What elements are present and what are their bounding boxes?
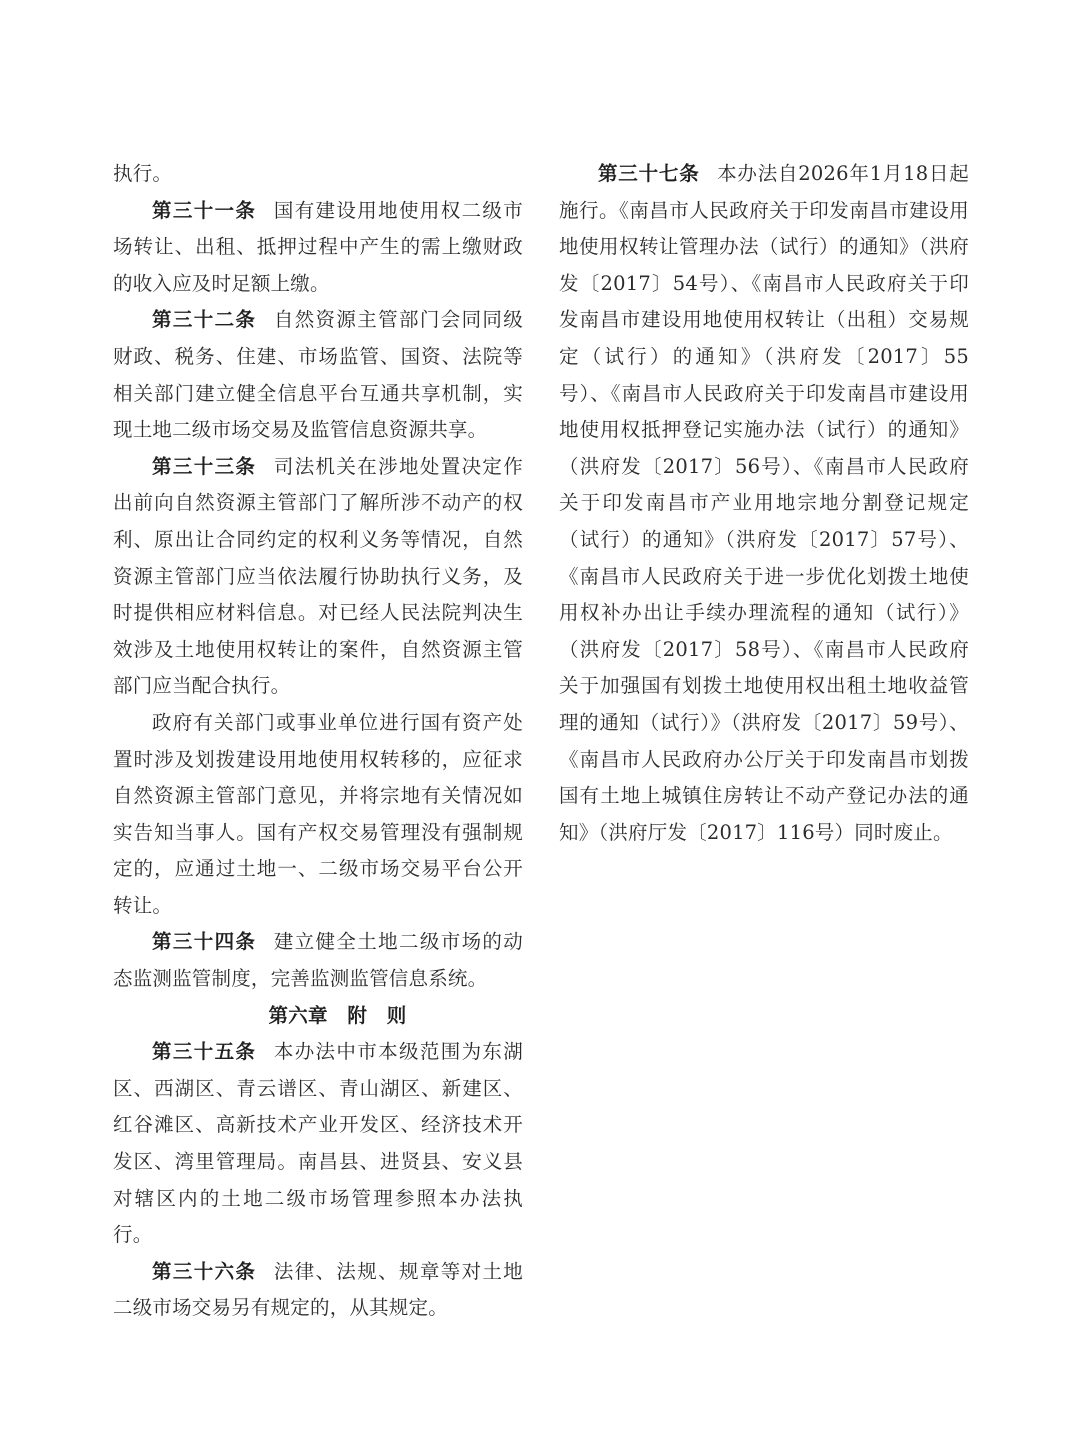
article-32 [113,302,523,448]
article-37-heading: 第三十七条 [598,162,700,185]
article-31-body: 国有建设用地使用权二级市场转让、出租、抵押过程中产生的需上缴财政的收入应及时足额上缴。 [113,198,523,295]
article-33-body: 司法机关在涉地处置决定作出前向自然资源主管部门了解所涉不动产的权利、原出让合同约定的权利义务等情况，自然资源主管部门应当依法履行协助执行义务，及时提供相应材料信息。对已经人民法院判决生效涉及土地使用权转让的案件，自然资源主管部门应当配合执行。 [113,454,523,698]
article-33-paragraph-2: 政府有关部门或事业单位进行国有资产处置时涉及划拨建设用地使用权转移的，应征求自然资源主管部门意见，并将宗地有关情况如实告知当事人。国有产权交易管理没有强制规定的，应通过土地一、二级市场交易平台公开转让。 [113,710,523,917]
article-35-body: 本办法中市本级范围为东湖区、西湖区、青云谱区、青山湖区、新建区、红谷滩区、高新技术产业开发区、经济技术开发区、湾里管理局。南昌县、进贤县、安义县对辖区内的土地二级市场管理参照本办法执行。 [113,1040,523,1247]
article-32-body: 自然资源主管部门会同同级财政、税务、住建、市场监管、国资、法院等相关部门建立健全信息平台互通共享机制，实现土地二级市场交易及监管信息资源共享。 [113,308,523,442]
article-33 [113,449,523,705]
article-36 [113,1254,523,1327]
article-36-body: 法律、法规、规章等对土地二级市场交易另有规定的，从其规定。 [113,1259,523,1320]
article-31 [113,193,523,303]
article-37 [559,156,969,851]
right-column [559,156,969,851]
article-31-heading: 第三十一条 [152,198,257,222]
chapter-heading: 第六章 附 则 [268,1003,407,1027]
left-column [113,156,523,1327]
article-33-heading: 第三十三条 [152,454,257,478]
article-34-body: 建立健全土地二级市场的动态监测监管制度，完善监测监管信息系统。 [113,930,523,991]
article-34 [113,924,523,997]
article-37-body: 本办法自2026年1月18日起施行。《南昌市人民政府关于印发南昌市建设用地使用权转让管理办法（试行）的通知》（洪府发〔2017〕54号）、《南昌市人民政府关于印发南昌市建设用地使用权转让（出租）交易规定（试行）的通知》（洪府发〔2017〕55号）、《南昌市人民政府关于印发南昌市建设用地使用权抵押登记实施办法（试行）的通知》（洪府发〔2017〕56号）、《南昌市人民政府关于印发南昌市产业用地宗地分割登记规定（试行）的通知》（洪府发〔2017〕57号）、《南昌市人民政府关于进一步优化划拨土地使用权补办出让手续办理流程的通知（试行）》（洪府发〔2017〕58号）、《南昌市人民政府关于加强国有划拨土地使用权出租土地收益管理的通知（试行）》（洪府发〔2017〕59号）、《南昌市人民政府办公厅关于印发南昌市划拨国有土地上城镇住房转让不动产登记办法的通知》（洪府厅发〔2017〕116号）同时废止。 [559,162,969,844]
article-34-heading: 第三十四条 [152,930,257,954]
article-35-heading: 第三十五条 [152,1040,257,1064]
paragraph-continuation: 执行。 [113,162,173,185]
article-36-heading: 第三十六条 [152,1259,257,1283]
article-35 [113,1034,523,1254]
article-32-heading: 第三十二条 [152,308,257,332]
